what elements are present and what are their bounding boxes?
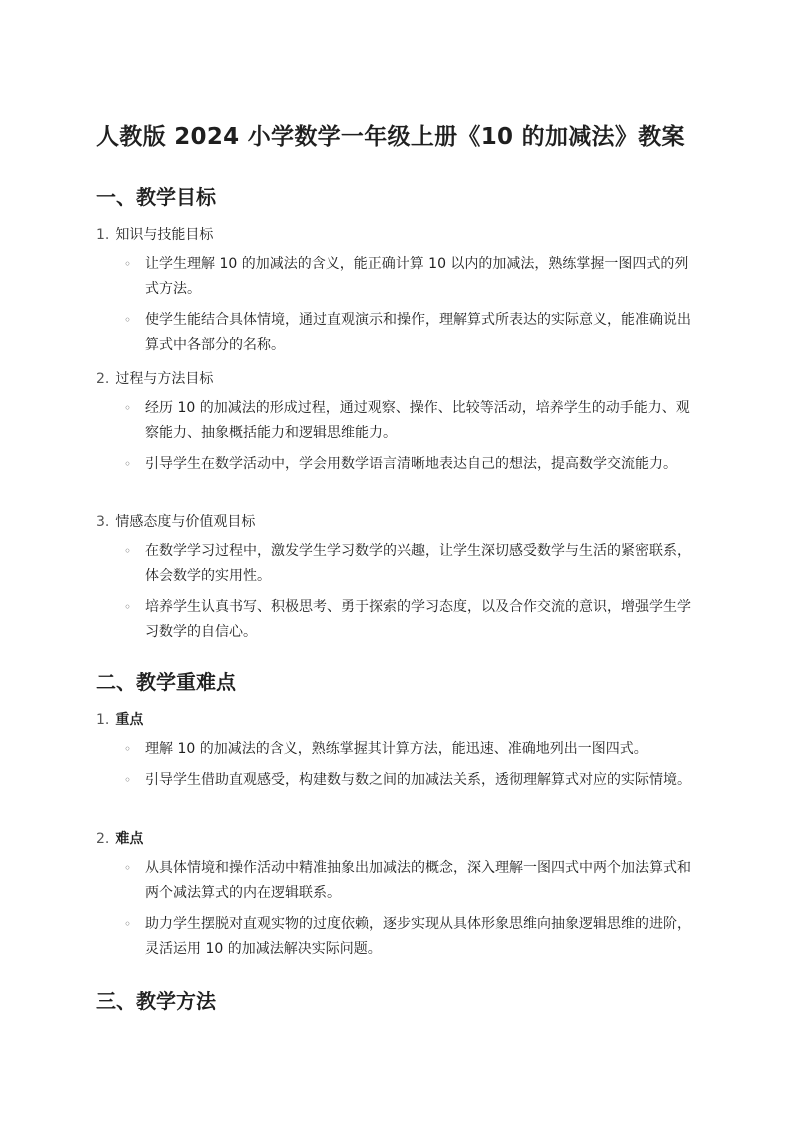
- bullet-icon: ◦: [124, 457, 132, 471]
- numbered-item-key-points: [96, 709, 143, 729]
- bullet-item: [124, 539, 694, 589]
- bullet-text: 引导学生借助直观感受，构建数与数之间的加减法关系，透彻理解算式对应的实际情境。: [145, 772, 691, 788]
- bullet-icon: ◦: [124, 600, 132, 614]
- bullet-item: [124, 856, 694, 906]
- bullet-icon: ◦: [124, 544, 132, 558]
- bullet-text: 理解 10 的加减法的含义，熟练掌握其计算方法，能迅速、准确地列出一图四式。: [145, 741, 648, 757]
- bullet-text: 引导学生在数学活动中，学会用数学语言清晰地表达自己的想法，提高数学交流能力。: [145, 456, 677, 472]
- bullet-item: [124, 768, 694, 793]
- bullet-item: [124, 737, 694, 762]
- item-label: 难点: [115, 831, 144, 847]
- item-number: 1.: [96, 227, 110, 243]
- section-heading-teaching-methods: 三、教学方法: [96, 989, 216, 1013]
- bullet-item: [124, 396, 694, 446]
- bullet-item: [124, 595, 694, 645]
- bullet-icon: ◦: [124, 773, 132, 787]
- bullet-item: [124, 912, 694, 962]
- bullet-icon: ◦: [124, 917, 132, 931]
- section-heading-key-difficult-points: 二、教学重难点: [96, 670, 236, 694]
- bullet-text: 使学生能结合具体情境，通过直观演示和操作，理解算式所表达的实际意义，能准确说出算式中各部分的名称。: [145, 312, 691, 353]
- section-heading-objectives: 一、教学目标: [96, 185, 216, 209]
- item-label: 过程与方法目标: [115, 371, 214, 387]
- bullet-text: 在数学学习过程中，激发学生学习数学的兴趣，让学生深切感受数学与生活的紧密联系，体会数学的实用性。: [145, 543, 691, 584]
- bullet-text: 助力学生摆脱对直观实物的过度依赖，逐步实现从具体形象思维向抽象逻辑思维的进阶，灵活运用 10 的加减法解决实际问题。: [145, 916, 691, 957]
- bullet-text: 经历 10 的加减法的形成过程，通过观察、操作、比较等活动，培养学生的动手能力、观察能力、抽象概括能力和逻辑思维能力。: [145, 400, 690, 441]
- bullet-item: [124, 452, 694, 477]
- document-title: 人教版 2024 小学数学一年级上册《10 的加减法》教案: [96, 124, 685, 150]
- numbered-item-knowledge-skills: [96, 224, 213, 244]
- bullet-icon: ◦: [124, 742, 132, 756]
- bullet-text: 培养学生认真书写、积极思考、勇于探索的学习态度，以及合作交流的意识，增强学生学习数学的自信心。: [145, 599, 691, 640]
- item-number: 2.: [96, 831, 110, 847]
- item-label: 重点: [115, 712, 144, 728]
- bullet-icon: ◦: [124, 861, 132, 875]
- bullet-icon: ◦: [124, 257, 132, 271]
- item-number: 2.: [96, 371, 110, 387]
- bullet-item: [124, 308, 694, 358]
- bullet-text: 让学生理解 10 的加减法的含义，能正确计算 10 以内的加减法，熟练掌握一图四式的列式方法。: [145, 256, 689, 297]
- item-number: 1.: [96, 712, 110, 728]
- item-label: 知识与技能目标: [115, 227, 214, 243]
- bullet-icon: ◦: [124, 313, 132, 327]
- numbered-item-difficult-points: [96, 828, 143, 848]
- item-label: 情感态度与价值观目标: [115, 514, 256, 530]
- bullet-text: 从具体情境和操作活动中精准抽象出加减法的概念，深入理解一图四式中两个加法算式和两个减法算式的内在逻辑联系。: [145, 860, 691, 901]
- numbered-item-attitude-values: [96, 511, 255, 531]
- bullet-item: [124, 252, 694, 302]
- numbered-item-process-methods: [96, 368, 213, 388]
- item-number: 3.: [96, 514, 110, 530]
- bullet-icon: ◦: [124, 401, 132, 415]
